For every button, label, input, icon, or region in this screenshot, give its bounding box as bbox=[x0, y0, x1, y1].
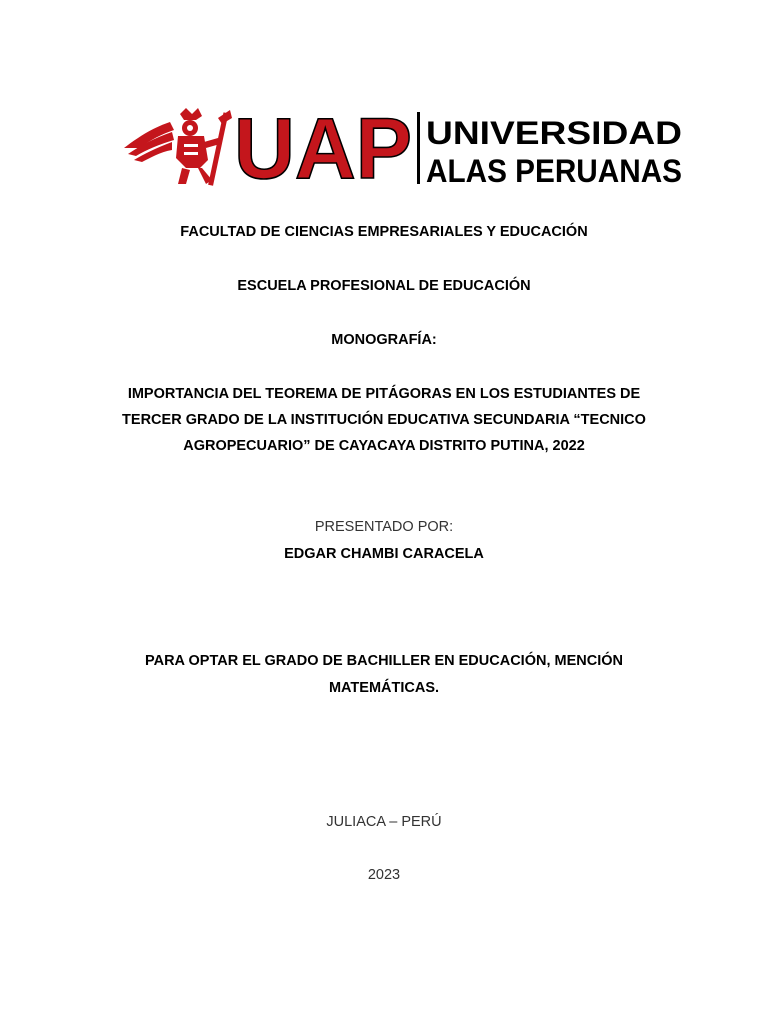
uap-acronym: UAP bbox=[234, 110, 412, 184]
logo-divider bbox=[417, 112, 420, 184]
university-name-line2: ALAS PERUANAS bbox=[426, 153, 682, 186]
author-name: EDGAR CHAMBI CARACELA bbox=[284, 546, 484, 562]
document-type: MONOGRAFÍA: bbox=[331, 332, 437, 348]
degree-line-2: MATEMÁTICAS. bbox=[328, 680, 440, 696]
uap-wordmark bbox=[234, 110, 414, 184]
location: JULIACA – PERÚ bbox=[326, 814, 442, 830]
school-heading: ESCUELA PROFESIONAL DE EDUCACIÓN bbox=[237, 278, 531, 294]
faculty-heading: FACULTAD DE CIENCIAS EMPRESARIALES Y EDUCACIÓN bbox=[180, 224, 588, 240]
presented-by-label: PRESENTADO POR: bbox=[314, 519, 454, 535]
title-line-2: TERCER GRADO DE LA INSTITUCIÓN EDUCATIVA SECUNDARIA “TECNICO bbox=[122, 412, 646, 428]
university-name bbox=[426, 112, 686, 186]
university-logo bbox=[122, 108, 682, 188]
winged-warrior-emblem-icon bbox=[122, 108, 237, 188]
degree-line-1: PARA OPTAR EL GRADO DE BACHILLER EN EDUCACIÓN, MENCIÓN bbox=[145, 653, 623, 669]
university-name-line1: UNIVERSIDAD bbox=[426, 115, 682, 151]
title-line-1: IMPORTANCIA DEL TEOREMA DE PITÁGORAS EN LOS ESTUDIANTES DE bbox=[127, 386, 641, 402]
title-line-3: AGROPECUARIO” DE CAYACAYA DISTRITO PUTINA, 2022 bbox=[183, 438, 585, 454]
year: 2023 bbox=[367, 867, 401, 883]
